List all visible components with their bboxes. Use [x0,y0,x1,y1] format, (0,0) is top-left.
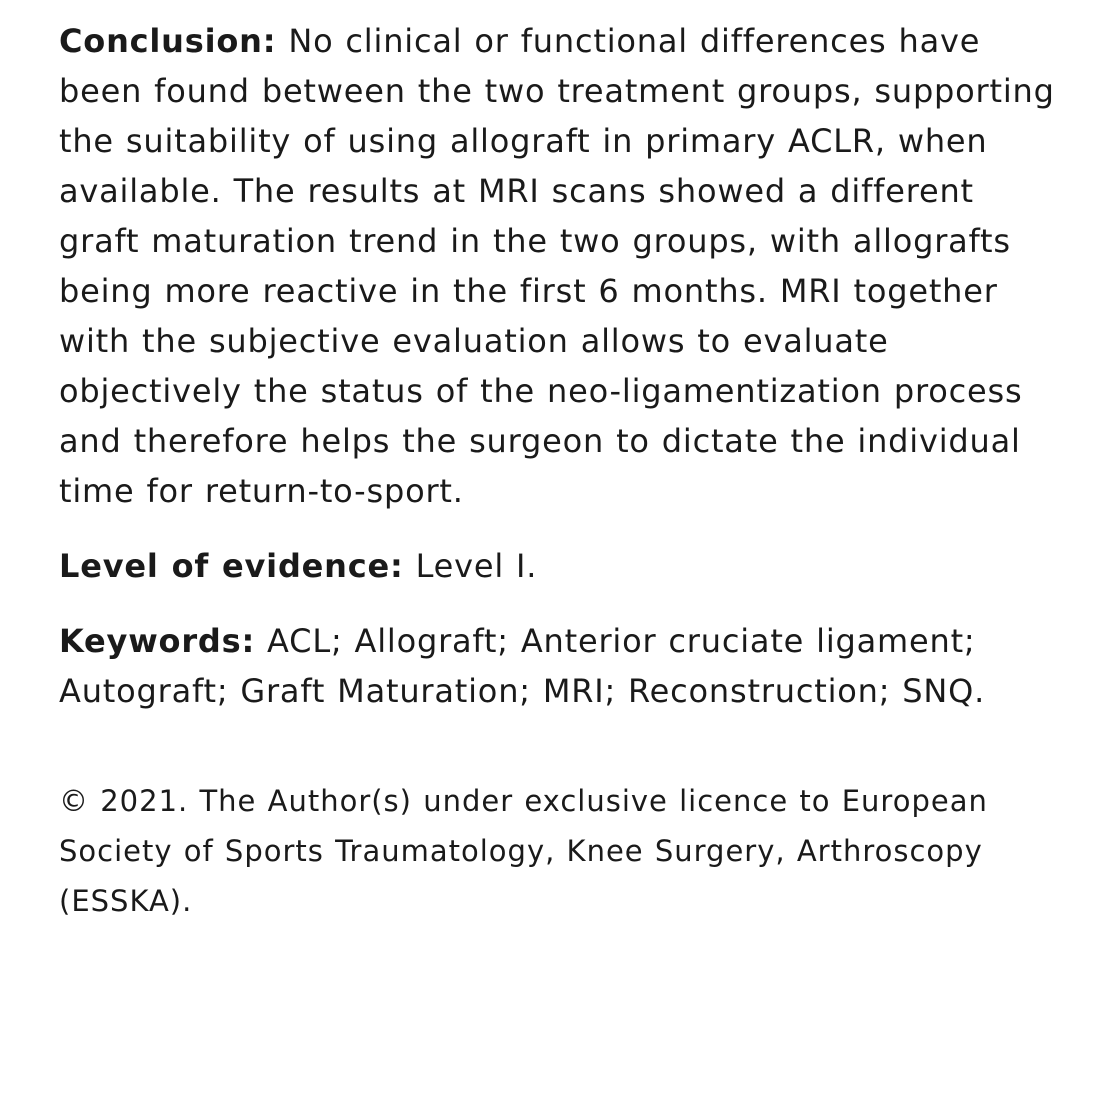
level-of-evidence-label: Level of evidence: [59,547,404,585]
level-of-evidence-paragraph [59,541,1059,591]
keywords-text: ACL; Allograft; Anterior cruciate ligament; Autograft; Graft Maturation; MRI; Reconstruction; SNQ. [59,622,986,710]
level-of-evidence-text: Level I. [403,547,538,585]
conclusion-text: No clinical or functional differences have been found between the two treatment groups, supporting the suitability of using allograft in primary ACLR, when available. The results at MRI scans showed a different graft maturation trend in the two groups, with allografts being more reactive in the first 6 months. MRI together with the subjective evaluation allows to evaluate objectively the status of the neo-ligamentization process and therefore helps the surgeon to dictate the individual time for return-to-sport. [59,22,1055,510]
keywords-paragraph [59,616,1059,716]
conclusion-label: Conclusion: [59,22,277,60]
abstract-section [59,16,1059,926]
conclusion-paragraph [59,16,1059,516]
copyright-notice: © 2021. The Author(s) under exclusive licence to European Society of Sports Traumatology, Knee Surgery, Arthroscopy (ESSKA). [59,784,988,918]
keywords-label: Keywords: [59,622,256,660]
